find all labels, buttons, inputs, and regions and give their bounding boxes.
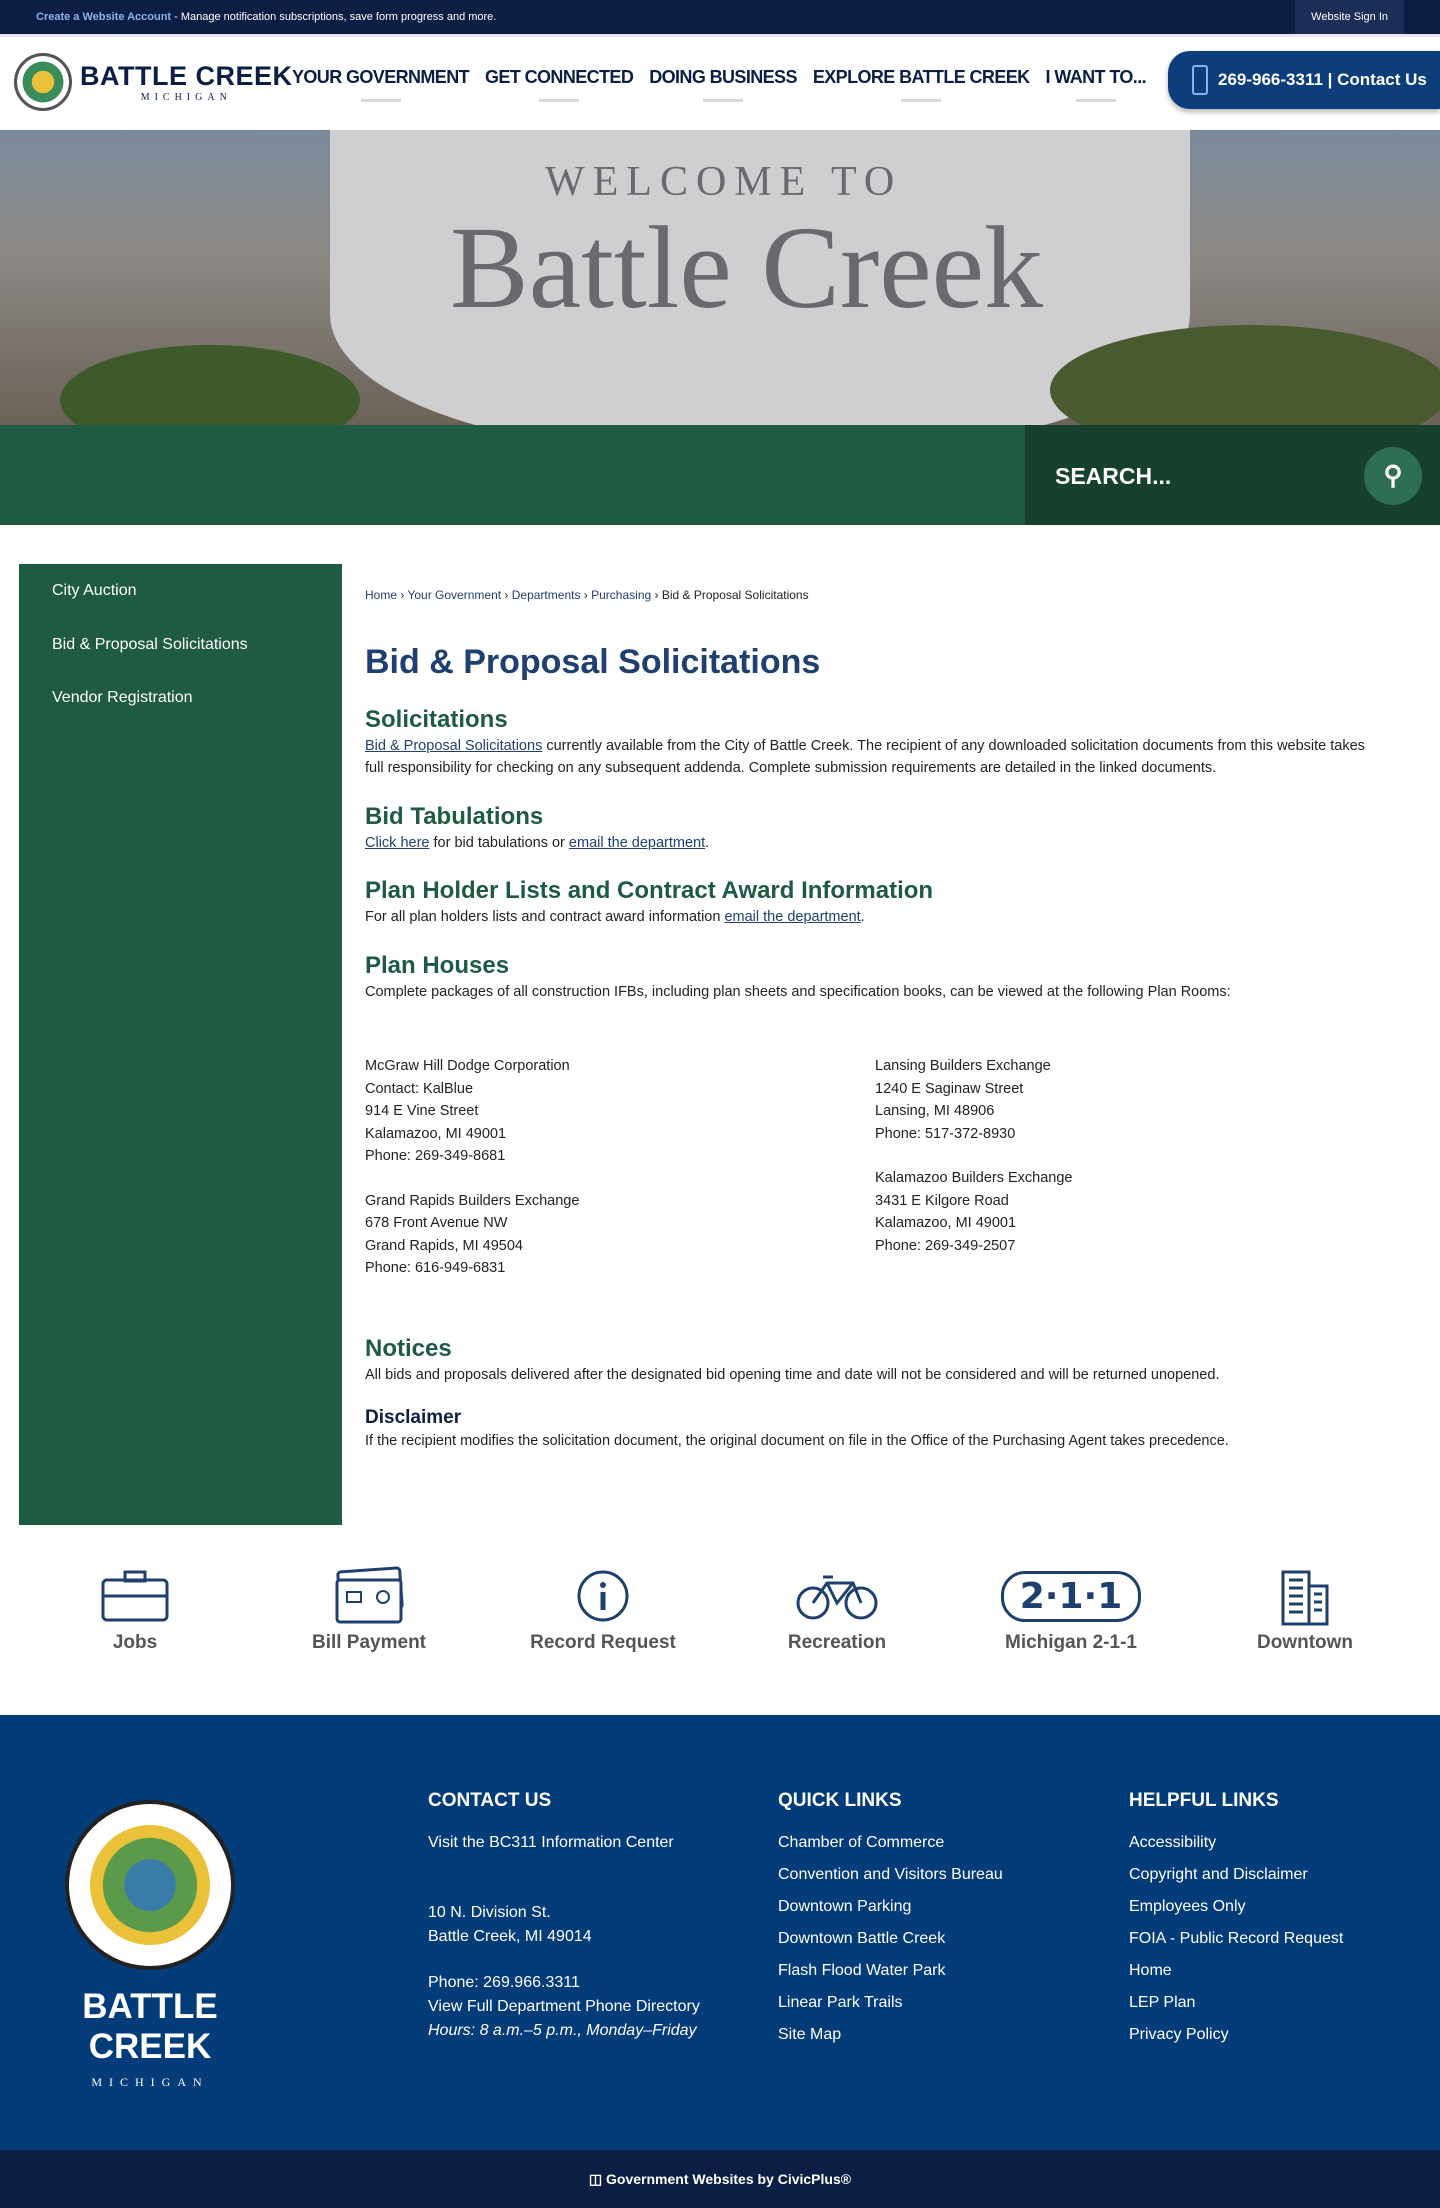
plan-room-address: Grand Rapids Builders Exchange 678 Front Avenue NW Grand Rapids, MI 49504 Phone: 616-949-6831 bbox=[365, 1192, 580, 1276]
footer-link[interactable]: Chamber of Commerce bbox=[778, 1834, 945, 1851]
quick-link-recreation[interactable]: Recreation bbox=[720, 1560, 954, 1654]
footer-link[interactable]: LEP Plan bbox=[1129, 1994, 1196, 2011]
phone-text: Phone: 269.966.3311 bbox=[428, 1974, 580, 1991]
sidebar-item-bid-proposal[interactable]: Bid & Proposal Solicitations bbox=[52, 635, 248, 653]
breadcrumb-departments[interactable]: Departments bbox=[511, 588, 581, 602]
hero-banner bbox=[0, 130, 1440, 425]
footer-link[interactable]: Site Map bbox=[778, 2026, 842, 2043]
credit-text: Government Websites by CivicPlus® bbox=[606, 2171, 852, 2187]
info-icon bbox=[486, 1560, 720, 1632]
footer-link[interactable]: Downtown Parking bbox=[778, 1898, 912, 1915]
civicplus-credit[interactable] bbox=[0, 2150, 1440, 2208]
breadcrumb-current: Bid & Proposal Solicitations bbox=[661, 588, 809, 602]
plan-holder-heading: Plan Holder Lists and Contract Award Information bbox=[365, 877, 934, 904]
sidebar-item-city-auction[interactable]: City Auction bbox=[52, 582, 137, 599]
bicycle-icon bbox=[720, 1560, 954, 1632]
footer-link[interactable]: FOIA - Public Record Request bbox=[1129, 1930, 1344, 1947]
credit-card-icon bbox=[252, 1560, 486, 1632]
briefcase-icon bbox=[18, 1560, 252, 1632]
footer-link[interactable]: Flash Flood Water Park bbox=[778, 1962, 946, 1979]
contact-us-button[interactable] bbox=[1168, 51, 1440, 109]
disclaimer-heading: Disclaimer bbox=[365, 1407, 462, 1428]
plan-room-address: McGraw Hill Dodge Corporation Contact: KalBlue 914 E Vine Street Kalamazoo, MI 49001 Phone: 269-349-8681 bbox=[365, 1058, 570, 1164]
quick-link-michigan-211[interactable]: 2·1·1 Michigan 2-1-1 bbox=[954, 1560, 1188, 1654]
nav-doing-business[interactable]: DOING BUSINESS bbox=[649, 67, 797, 87]
city-seal-icon bbox=[14, 53, 72, 111]
top-bar bbox=[0, 0, 1440, 34]
city-seal-icon bbox=[65, 1800, 235, 1970]
search-button[interactable] bbox=[1364, 447, 1422, 505]
search-placeholder: SEARCH... bbox=[1055, 463, 1172, 489]
site-logo[interactable] bbox=[14, 53, 293, 111]
notices-heading: Notices bbox=[365, 1334, 452, 1362]
footer-link[interactable]: Convention and Visitors Bureau bbox=[778, 1866, 1003, 1883]
page-title: Bid & Proposal Solicitations bbox=[365, 642, 821, 681]
footer-quick-links bbox=[778, 1785, 1003, 2051]
breadcrumb-purchasing[interactable]: Purchasing bbox=[591, 588, 652, 602]
quick-links-heading: QUICK LINKS bbox=[778, 1790, 902, 1811]
solicitations-heading: Solicitations bbox=[365, 705, 508, 733]
notices-text: All bids and proposals delivered after the designated bid opening time and date will not be considered and will be returned unopened. bbox=[365, 1366, 1220, 1383]
nav-i-want-to[interactable]: I WANT TO... bbox=[1045, 67, 1147, 87]
email-department-link[interactable]: email the department bbox=[568, 834, 706, 851]
solicitations-text: Bid & Proposal Solicitations currently available from the City of Battle Creek. The recipient of any downloaded solicitation documents from this website takes full responsibility for checking on any subsequent addenda. Complete submission requirements are detailed in the linked documents. bbox=[365, 737, 1365, 776]
footer-contact bbox=[428, 1785, 700, 2043]
sidebar-item-vendor-registration[interactable]: Vendor Registration bbox=[52, 689, 193, 706]
footer-link[interactable]: Linear Park Trails bbox=[778, 1994, 903, 2011]
contact-label: 269-966-3311 | Contact Us bbox=[1218, 70, 1427, 89]
search-band bbox=[0, 425, 1440, 525]
footer-link[interactable]: Downtown Battle Creek bbox=[778, 1930, 946, 1947]
account-text: - Manage notification subscriptions, save form progress and more. bbox=[171, 11, 497, 23]
quick-link-record-request[interactable]: Record Request bbox=[486, 1560, 720, 1654]
nav-explore-battle-creek[interactable]: EXPLORE BATTLE CREEK bbox=[812, 67, 1030, 87]
search-input[interactable] bbox=[1025, 425, 1440, 525]
solicitations-link[interactable]: Bid & Proposal Solicitations bbox=[365, 737, 543, 754]
footer-link[interactable]: Home bbox=[1129, 1962, 1172, 1979]
hours-text: Hours: 8 a.m.–5 p.m., Monday–Friday bbox=[428, 2022, 697, 2039]
logo-title: BATTLE CREEK bbox=[80, 61, 293, 91]
footer-link[interactable]: Accessibility bbox=[1129, 1834, 1217, 1851]
breadcrumb-home[interactable]: Home bbox=[365, 588, 398, 602]
building-icon bbox=[1188, 1560, 1422, 1632]
plan-holder-text: For all plan holders lists and contract award information email the department. bbox=[365, 909, 865, 925]
breadcrumb-your-government[interactable]: Your Government bbox=[407, 588, 502, 602]
plan-houses-heading: Plan Houses bbox=[365, 951, 510, 979]
speech-bubble-211-icon: 2·1·1 bbox=[954, 1560, 1188, 1632]
plan-rooms bbox=[365, 1055, 1385, 1302]
plan-houses-text: Complete packages of all construction IFBs, including plan sheets and specification books, can be viewed at the following Plan Rooms: bbox=[365, 983, 1231, 1000]
sign-line-1: WELCOME TO bbox=[545, 159, 903, 205]
shrub-image bbox=[60, 345, 360, 425]
helpful-links-heading: HELPFUL LINKS bbox=[1129, 1790, 1279, 1811]
contact-heading: CONTACT US bbox=[428, 1790, 552, 1811]
mobile-phone-icon bbox=[1192, 65, 1208, 95]
breadcrumb: Home › Your Government › Departments › Purchasing › Bid & Proposal Solicitations bbox=[365, 588, 809, 602]
search-icon: ⚲ bbox=[1383, 460, 1403, 490]
account-message bbox=[36, 11, 496, 23]
footer-logo-subtitle: MICHIGAN bbox=[91, 2075, 209, 2089]
quick-link-downtown[interactable]: Downtown bbox=[1188, 1560, 1422, 1654]
civicplus-logo-icon: ◫ bbox=[588, 2171, 607, 2187]
plan-room-address: Kalamazoo Builders Exchange 3431 E Kilgore Road Kalamazoo, MI 49001 Phone: 269-349-2507 bbox=[875, 1170, 1073, 1254]
main-nav bbox=[292, 67, 1162, 88]
website-sign-in-button[interactable]: Website Sign In bbox=[1295, 0, 1404, 34]
site-header bbox=[0, 34, 1440, 130]
footer-link[interactable]: Employees Only bbox=[1129, 1898, 1246, 1915]
footer-link[interactable]: Copyright and Disclaimer bbox=[1129, 1866, 1308, 1883]
address-line-2: Battle Creek, MI 49014 bbox=[428, 1928, 592, 1945]
sidebar-nav bbox=[19, 564, 342, 1525]
quick-icons bbox=[18, 1560, 1422, 1654]
quick-link-bill-payment[interactable]: Bill Payment bbox=[252, 1560, 486, 1654]
sign-line-2: Battle Creek bbox=[450, 202, 1044, 333]
nav-your-government[interactable]: YOUR GOVERNMENT bbox=[292, 67, 470, 87]
footer-logo[interactable] bbox=[30, 1987, 270, 2090]
bc311-link[interactable]: Visit the BC311 Information Center bbox=[428, 1834, 674, 1851]
bid-tabulations-text: Click here for bid tabulations or email the department. bbox=[365, 834, 710, 851]
address-line-1: 10 N. Division St. bbox=[428, 1904, 551, 1921]
footer-link[interactable]: Privacy Policy bbox=[1129, 2026, 1229, 2043]
disclaimer-text: If the recipient modifies the solicitation document, the original document on file in the Office of the Purchasing Agent takes precedence. bbox=[365, 1433, 1229, 1449]
phone-directory-link[interactable]: View Full Department Phone Directory bbox=[428, 1998, 700, 2015]
bid-tabulations-heading: Bid Tabulations bbox=[365, 802, 544, 830]
site-footer bbox=[0, 1715, 1440, 2150]
click-here-link[interactable]: Click here bbox=[365, 834, 430, 851]
logo-subtitle: MICHIGAN bbox=[140, 92, 232, 103]
nav-get-connected[interactable]: GET CONNECTED bbox=[485, 67, 634, 87]
footer-logo-title: BATTLE CREEK bbox=[82, 1987, 218, 2066]
main-content bbox=[365, 584, 1385, 1453]
create-account-link[interactable]: Create a Website Account bbox=[36, 11, 172, 23]
plan-room-address: Lansing Builders Exchange 1240 E Saginaw Street Lansing, MI 48906 Phone: 517-372-8930 bbox=[875, 1058, 1051, 1142]
quick-link-jobs[interactable]: Jobs bbox=[18, 1560, 252, 1654]
email-department-link[interactable]: email the department bbox=[724, 909, 861, 925]
footer-helpful-links bbox=[1129, 1785, 1343, 2051]
